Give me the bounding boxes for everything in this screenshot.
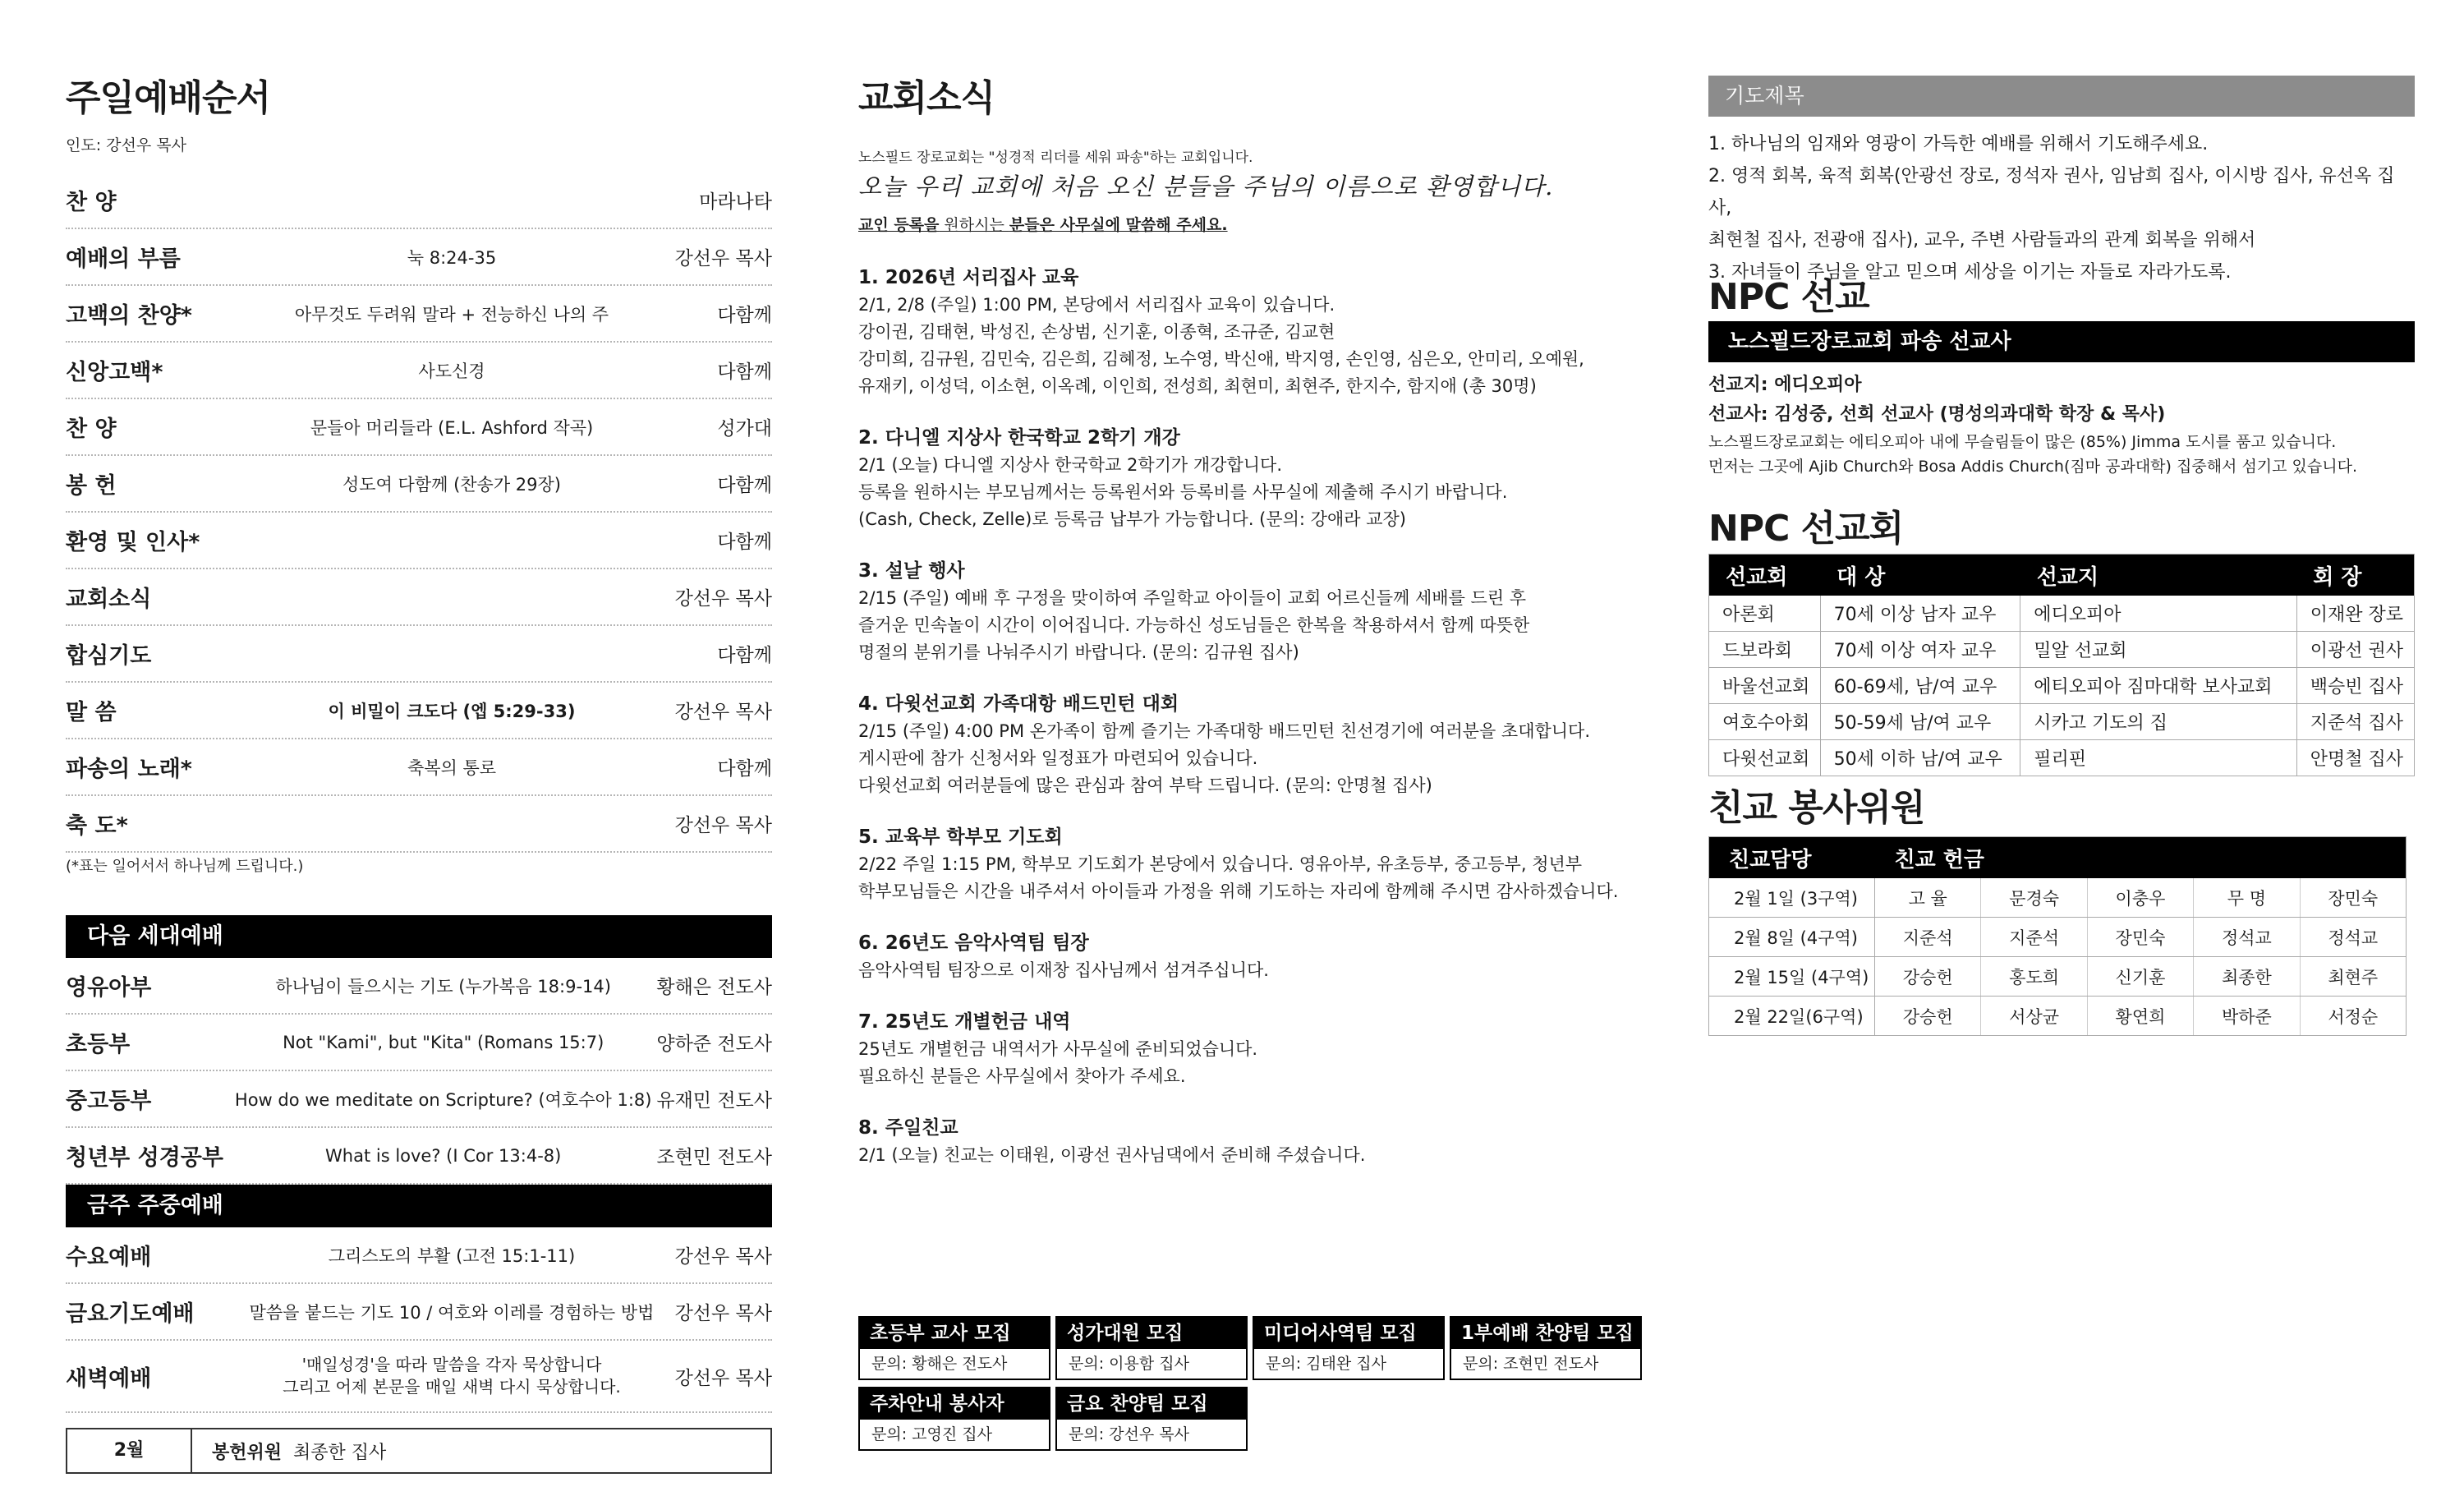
service-label: 환영 및 인사*: [66, 530, 200, 555]
society-cell: 70세 이상 남자 교우: [1820, 596, 2020, 632]
recruitment-title: 미디어사역팀 모집: [1254, 1318, 1443, 1349]
society-cell: 50-59세 남/여 교우: [1820, 704, 2020, 740]
society-header-cell: 선교회: [1709, 555, 1821, 596]
news-line: 2/15 (주일) 예배 후 구정을 맞이하여 주일학교 아이들이 교회 어르신들께 세배를 드린 후: [858, 588, 1527, 608]
news-line: 강미희, 김규원, 김민숙, 김은희, 김혜정, 노수영, 박신애, 박지영, 손인영, 심은오, 안미리, 오예원,: [858, 349, 1584, 369]
service-row: [66, 1071, 772, 1128]
service-detail: Not "Kami", but "Kita" (Romans 15:7): [283, 1032, 605, 1052]
news-title: 5. 교육부 학부모 기도회: [858, 826, 1063, 848]
service-detail: 눅 8:24-35: [407, 247, 497, 268]
service-label: 합심기도: [66, 643, 152, 669]
news-item: [858, 1009, 1630, 1090]
news-item: [858, 265, 1630, 400]
service-leader: 조현민 전도사: [656, 1147, 772, 1168]
volunteer-name: 최현주: [2300, 957, 2406, 997]
service-row: [66, 1284, 772, 1341]
society-header-cell: 선교지: [2020, 555, 2296, 596]
volunteer-table: [1708, 836, 2407, 1036]
society-cell: 안명철 집사: [2296, 740, 2414, 776]
volunteer-name: 홍도희: [1981, 957, 2087, 997]
society-cell: 이광선 권사: [2296, 632, 2414, 668]
service-leader: 강선우 목사: [674, 1246, 772, 1268]
society-cell: 이재완 장로: [2296, 596, 2414, 632]
service-leader: 양하준 전도사: [656, 1033, 772, 1055]
service-detail: 사도신경: [418, 361, 485, 381]
prayer-item: 2. 영적 회복, 육적 회복(안광선 장로, 정석자 권사, 임남희 집사, 이시방 집사, 유선옥 집사,: [1708, 166, 2395, 219]
news-list: [858, 240, 1630, 1169]
volunteer-row: [1709, 957, 2407, 997]
standing-note: (*표는 일어서서 하나님께 드립니다.): [66, 858, 304, 875]
recruitment-contact: 문의: 강선우 목사: [1069, 1425, 1189, 1443]
volunteer-name: 지준석: [1875, 918, 1981, 957]
news-line: 즐거운 민속놀이 시간이 이어집니다. 가능하신 성도님들은 한복을 착용하셔서 함께 따뜻한: [858, 615, 1530, 635]
weekday-worship-header: 금주 주중예배: [66, 1185, 772, 1227]
prayer-header: 기도제목: [1708, 76, 2415, 117]
service-row: [66, 683, 772, 739]
offering-member: 최종한 집사: [293, 1442, 387, 1463]
service-leader: 마라나타: [699, 191, 772, 213]
service-label: 청년부 성경공부: [66, 1145, 223, 1171]
prayer-item: 3. 자녀들이 주님을 알고 믿으며 세상을 이기는 자들로 자라가도록.: [1708, 262, 2232, 283]
society-row: [1709, 632, 2415, 668]
service-row: [66, 229, 772, 286]
prayer-list: [1708, 128, 2415, 288]
missionary-header: 노스필드장로교회 파송 선교사: [1708, 321, 2415, 362]
dawn-line-1: '매일성경'을 따라 말씀을 각자 묵상합니다: [301, 1355, 602, 1374]
news-title: 3. 설날 행사: [858, 560, 965, 582]
news-title: 6. 26년도 음악사역팀 팀장: [858, 932, 1089, 954]
volunteer-name: 황연희: [2087, 997, 2193, 1036]
mission-desc-2: 먼저는 그곳에 Ajib Church와 Bosa Addis Church(짐마 공과대학) 집중해서 섬기고 있습니다.: [1708, 458, 2358, 476]
volunteer-name: 서상균: [1981, 997, 2087, 1036]
volunteer-name: 정석교: [2300, 918, 2406, 957]
service-label: 초등부: [66, 1032, 131, 1057]
service-row: [66, 569, 772, 626]
volunteer-name: 고 율: [1875, 878, 1981, 918]
society-cell: 에티오피아 짐마대학 보사교회: [2020, 668, 2296, 704]
church-news-title: 교회소식: [858, 77, 995, 119]
news-line: (Cash, Check, Zelle)로 등록금 납부가 가능합니다. (문의: 강애라 교장): [858, 509, 1406, 529]
dawn-line-2: 그리고 어제 본문을 매일 새벽 다시 묵상합니다.: [283, 1377, 621, 1397]
volunteer-header-row: [1709, 837, 2407, 879]
volunteer-date: 2월 1일 (3구역): [1709, 878, 1875, 918]
register-a: 교인 등록을: [858, 216, 940, 234]
volunteer-name: 강승헌: [1875, 957, 1981, 997]
recruitment-contact: 문의: 이용함 집사: [1069, 1355, 1189, 1373]
service-row: [66, 456, 772, 513]
society-cell: 에디오피아: [2020, 596, 2296, 632]
service-detail: What is love? (I Cor 13:4-8): [325, 1145, 562, 1166]
volunteer-row: [1709, 878, 2407, 918]
service-label: 고백의 찬양*: [66, 303, 192, 329]
service-leader: 황해은 전도사: [656, 977, 772, 998]
news-item: [858, 930, 1630, 984]
volunteer-name: 정석교: [2194, 918, 2300, 957]
service-leader: 다함께: [717, 758, 772, 780]
volunteer-name: 문경숙: [1981, 878, 2087, 918]
service-label: 중고등부: [66, 1089, 152, 1114]
register-note: [858, 213, 1228, 235]
recruitment-contact: 문의: 고영진 집사: [871, 1425, 992, 1443]
service-label: 신앙고백*: [66, 360, 163, 385]
church-intro: 노스필드 장로교회는 "성경적 리더를 세워 파송"하는 교회입니다.: [858, 150, 1253, 166]
service-detail: 말씀을 붙드는 기도 10 / 여호와 이레를 경험하는 방법: [249, 1302, 655, 1323]
npc-mission-title: NPC 선교: [1708, 276, 1869, 318]
volunteer-row: [1709, 918, 2407, 957]
society-header-row: [1709, 555, 2415, 596]
service-leader: 강선우 목사: [674, 248, 772, 269]
news-title: 8. 주일친교: [858, 1117, 958, 1139]
service-detail: 축복의 통로: [407, 757, 497, 778]
service-leader: 강선우 목사: [674, 702, 772, 723]
order-of-service-title: 주일예배순서: [66, 77, 271, 119]
volunteer-name: 이충우: [2087, 878, 2193, 918]
news-line: 2/1 (오늘) 친교는 이태원, 이광선 권사님댁에서 준비해 주셨습니다.: [858, 1145, 1366, 1165]
prayer-item: 최현철 집사, 전광애 집사), 교우, 주변 사람들과의 관계 회복을 위해서: [1708, 230, 2256, 251]
news-item: [858, 425, 1630, 533]
service-row: [66, 513, 772, 569]
society-cell: 50세 이하 남/여 교우: [1820, 740, 2020, 776]
volunteer-name: 강승헌: [1875, 997, 1981, 1036]
news-line: 2/22 주일 1:15 PM, 학부모 기도회가 본당에서 있습니다. 영유아부, 유초등부, 중고등부, 청년부: [858, 854, 1583, 874]
service-row: [66, 1227, 772, 1284]
service-leader: 다함께: [717, 305, 772, 326]
recruitment-box: [1253, 1316, 1445, 1380]
service-list: [66, 173, 772, 853]
dawn-worship-leader: 강선우 목사: [674, 1367, 772, 1389]
service-row: [66, 286, 772, 343]
service-leader: 다함께: [717, 532, 772, 553]
society-header-cell: 회 장: [2296, 555, 2414, 596]
recruitment-contact: 문의: 황해은 전도사: [871, 1355, 1008, 1373]
worship-leader: 인도: 강선우 목사: [66, 136, 186, 154]
service-detail: How do we meditate on Scripture? (여호수아 1:8): [234, 1089, 652, 1110]
next-generation-list: [66, 958, 772, 1185]
recruitment-title: 초등부 교사 모집: [860, 1318, 1049, 1349]
fellowship-volunteer-title: 친교 봉사위원: [1708, 787, 1925, 829]
news-line: 다윗선교회 여러분들에 많은 관심과 참여 부탁 드립니다. (문의: 안명철 집사): [858, 776, 1432, 795]
news-line: 게시판에 참가 신청서와 일정표가 마련되어 있습니다.: [858, 748, 1258, 768]
service-label: 파송의 노래*: [66, 757, 192, 782]
service-row: [66, 739, 772, 796]
society-cell: 여호수아회: [1709, 704, 1821, 740]
news-line: 명절의 분위기를 나눠주시기 바랍니다. (문의: 김규원 집사): [858, 642, 1299, 662]
dawn-worship-label: 새벽예배: [66, 1365, 152, 1392]
news-line: 2/15 (주일) 4:00 PM 온가족이 함께 즐기는 가족대항 배드민턴 친선경기에 여러분을 초대합니다.: [858, 721, 1591, 741]
register-c: 분들은 사무실에 말씀해 주세요.: [1009, 216, 1228, 234]
offering-month: 2월: [67, 1429, 192, 1472]
service-row: [66, 399, 772, 456]
volunteer-date: 2월 22일(6구역): [1709, 997, 1875, 1036]
service-leader: 강선우 목사: [674, 1303, 772, 1324]
news-line: 2/1, 2/8 (주일) 1:00 PM, 본당에서 서리집사 교육이 있습니다.: [858, 295, 1335, 315]
volunteer-name: 서정순: [2300, 997, 2406, 1036]
offering-role: 봉헌위원: [212, 1442, 283, 1463]
volunteer-name: 무 명: [2194, 878, 2300, 918]
service-label: 축 도*: [66, 813, 128, 839]
volunteer-name: 지준석: [1981, 918, 2087, 957]
news-line: 25년도 개별헌금 내역서가 사무실에 준비되었습니다.: [858, 1039, 1258, 1059]
news-title: 4. 다윗선교회 가족대항 배드민턴 대회: [858, 693, 1179, 715]
recruitment-box: [1055, 1316, 1248, 1380]
register-b: 원하시는: [939, 216, 1009, 234]
recruitment-contact: 문의: 김태완 집사: [1266, 1355, 1386, 1373]
service-leader: 강선우 목사: [674, 588, 772, 610]
recruitment-box: [858, 1316, 1050, 1380]
service-label: 말 씀: [66, 700, 117, 725]
service-detail: 이 비밀이 크도다 (엡 5:29-33): [328, 701, 576, 721]
recruitment-box: [1450, 1316, 1642, 1380]
society-cell: 백승빈 집사: [2296, 668, 2414, 704]
offering-committee-box: [66, 1428, 772, 1474]
news-line: 유재키, 이성덕, 이소현, 이옥례, 이인희, 전성희, 최현미, 최현주, 한지수, 함지애 (총 30명): [858, 376, 1537, 396]
society-cell: 필리핀: [2020, 740, 2296, 776]
volunteer-name: 최종한: [2194, 957, 2300, 997]
recruitment-contact: 문의: 조현민 전도사: [1463, 1355, 1599, 1373]
recruitment-box: [1055, 1387, 1248, 1451]
offering-committee: [192, 1438, 386, 1464]
volunteer-header-cell: 친교담당: [1709, 837, 1875, 879]
service-row: [66, 958, 772, 1015]
news-line: 등록을 원하시는 부모님께서는 등록원서와 등록비를 사무실에 제출해 주시기 바랍니다.: [858, 482, 1508, 502]
news-line: 2/1 (오늘) 다니엘 지상사 한국학교 2학기가 개강합니다.: [858, 455, 1282, 475]
society-cell: 지준석 집사: [2296, 704, 2414, 740]
news-line: 강이권, 김태현, 박성진, 손상범, 신기훈, 이종혁, 조규준, 김교현: [858, 322, 1335, 342]
service-row: [66, 626, 772, 683]
society-row: [1709, 596, 2415, 632]
news-title: 7. 25년도 개별헌금 내역: [858, 1011, 1071, 1033]
service-row: [66, 796, 772, 853]
service-label: 봉 헌: [66, 473, 117, 499]
welcome-message: 오늘 우리 교회에 처음 오신 분들을 주님의 이름으로 환영합니다.: [858, 173, 1554, 200]
volunteer-date: 2월 15일 (4구역): [1709, 957, 1875, 997]
society-cell: 다윗선교회: [1709, 740, 1821, 776]
recruitment-title: 금요 찬양팀 모집: [1057, 1388, 1246, 1420]
society-table: [1708, 554, 2415, 776]
service-leader: 성가대: [717, 418, 772, 440]
mission-desc-1: 노스필드장로교회는 에티오피아 내에 무슬림들이 많은 (85%) Jimma 도시를 품고 있습니다.: [1708, 433, 2337, 451]
service-leader: 강선우 목사: [674, 815, 772, 836]
service-detail: 성도여 다함께 (찬송가 29장): [342, 474, 561, 495]
society-row: [1709, 668, 2415, 704]
recruitment-box: [858, 1387, 1050, 1451]
news-item: [858, 824, 1630, 905]
service-label: 예배의 부름: [66, 246, 181, 272]
service-detail: 그리스도의 부활 (고전 15:1-11): [328, 1245, 576, 1266]
service-label: 영유아부: [66, 975, 152, 1001]
news-item: [858, 1115, 1630, 1169]
news-title: 2. 다니엘 지상사 한국학교 2학기 개강: [858, 427, 1180, 449]
volunteer-name: 박하준: [2194, 997, 2300, 1036]
service-label: 금요기도예배: [66, 1301, 195, 1327]
npc-society-title: NPC 선교회: [1708, 508, 1904, 550]
prayer-item: 1. 하나님의 임재와 영광이 가득한 예배를 위해서 기도해주세요.: [1708, 134, 2209, 154]
service-label: 찬 양: [66, 417, 117, 442]
missionary-name: 선교사: 김성중, 선희 선교사 (명성의과대학 학장 & 목사): [1708, 404, 2166, 425]
service-detail: 하나님이 들으시는 기도 (누가복음 18:9-14): [275, 976, 611, 997]
volunteer-name: 장민숙: [2087, 918, 2193, 957]
service-leader: 유재민 전도사: [656, 1090, 772, 1112]
service-leader: 다함께: [717, 361, 772, 383]
service-leader: 다함께: [717, 645, 772, 666]
society-cell: 밀알 선교회: [2020, 632, 2296, 668]
society-row: [1709, 704, 2415, 740]
volunteer-row: [1709, 997, 2407, 1036]
news-line: 학부모님들은 시간을 내주셔서 아이들과 가정을 위해 기도하는 자리에 함께해 주시면 감사하겠습니다.: [858, 881, 1619, 901]
service-row: [66, 173, 772, 229]
news-line: 필요하신 분들은 사무실에서 찾아가 주세요.: [858, 1066, 1186, 1086]
news-title: 1. 2026년 서리집사 교육: [858, 267, 1079, 288]
service-label: 찬 양: [66, 190, 117, 215]
society-cell: 60-69세, 남/여 교우: [1820, 668, 2020, 704]
service-label: 교회소식: [66, 587, 152, 612]
news-item: [858, 691, 1630, 799]
service-leader: 다함께: [717, 475, 772, 496]
society-cell: 시카고 기도의 집: [2020, 704, 2296, 740]
service-row: [66, 1015, 772, 1071]
service-label: 수요예배: [66, 1245, 152, 1270]
society-cell: 아론회: [1709, 596, 1821, 632]
service-detail: 문들아 머리들라 (E.L. Ashford 작곡): [310, 417, 594, 438]
volunteer-header-cell: 친교 헌금: [1875, 837, 2407, 879]
weekday-worship-list: [66, 1227, 772, 1341]
mission-place: 선교지: 에디오피아: [1708, 375, 1862, 395]
service-detail: 아무것도 두려워 말라 + 전능하신 나의 주: [294, 304, 609, 325]
dawn-worship-desc: [230, 1354, 673, 1398]
next-generation-header: 다음 세대예배: [66, 915, 772, 958]
volunteer-date: 2월 8일 (4구역): [1709, 918, 1875, 957]
society-cell: 드보라회: [1709, 632, 1821, 668]
service-row: [66, 1128, 772, 1185]
society-cell: 바울선교회: [1709, 668, 1821, 704]
volunteer-name: 신기훈: [2087, 957, 2193, 997]
service-row: [66, 343, 772, 399]
news-line: 음악사역팀 팀장으로 이재창 집사님께서 섬겨주십니다.: [858, 960, 1269, 980]
society-cell: 70세 이상 여자 교우: [1820, 632, 2020, 668]
volunteer-name: 장민숙: [2300, 878, 2406, 918]
recruitment-title: 성가대원 모집: [1057, 1318, 1246, 1349]
recruitment-title: 1부예배 찬양팀 모집: [1451, 1318, 1640, 1349]
society-row: [1709, 740, 2415, 776]
society-header-cell: 대 상: [1820, 555, 2020, 596]
news-item: [858, 558, 1630, 666]
recruitment-title: 주차안내 봉사자: [860, 1388, 1049, 1420]
dawn-worship-row: [66, 1341, 772, 1413]
